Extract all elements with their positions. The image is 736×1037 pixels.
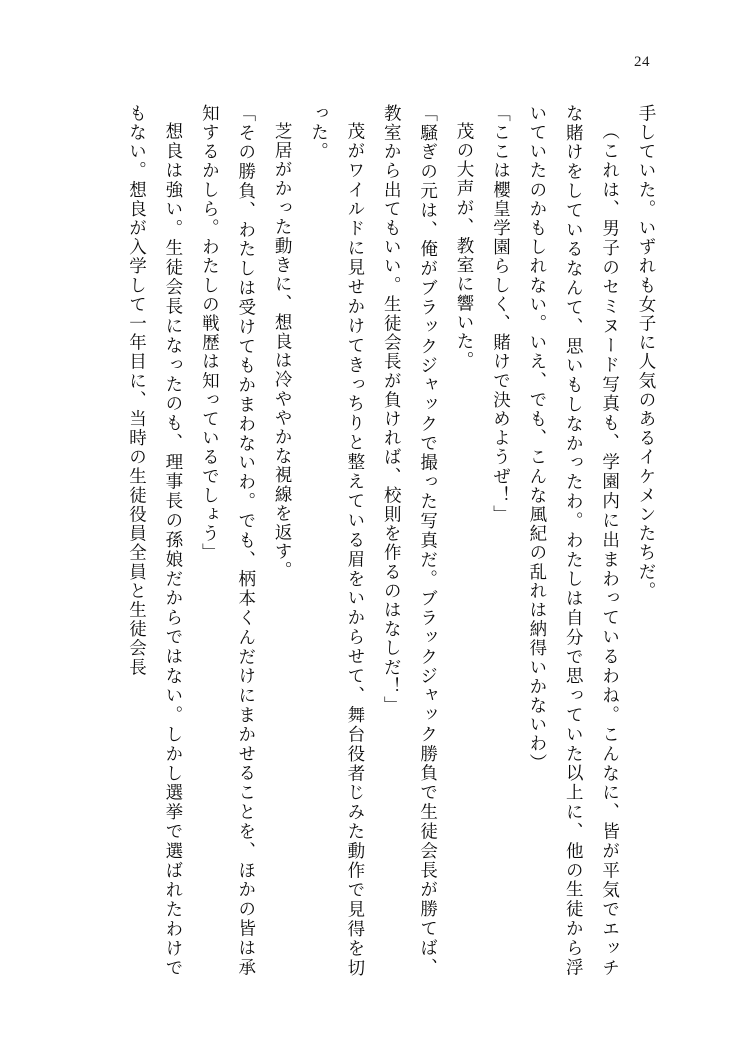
paragraph: 手していた。いずれも女子に人気のあるイケメンたちだ。	[636, 104, 656, 601]
page-number: 24	[634, 54, 650, 70]
paragraph: 茂がワイルドに見せかけてきっちりと整えている眉をいからせて、舞台役者じみた動作で見得を切った。	[308, 104, 365, 977]
paragraph: 「その勝負、わたしは受けてもかまわないわ。でも、柄本くんだけにまかせることを、ほかの皆は承知するかしら。わたしの戦歴は知っているでしょう」	[199, 104, 256, 977]
paragraph: 「騒ぎの元は、俺がブラックジャックで撮った写真だ。ブラックジャック勝負で生徒会長が勝てば、教室から出てもいい。生徒会長が負ければ、校則を作るのはなしだ！」	[381, 104, 438, 977]
paragraph: （これは、男子のセミヌード写真も、学園内に出まわっているわね。こんなに、皆が平気でエッチな賭けをしているなんて、思いもしなかったわ。わたしは自分で思っていた以上に、他の生徒から浮いていたのかもしれない。いえ、でも、こんな風紀の乱れは納得いかないわ）	[526, 104, 620, 977]
paragraph: 「ここは櫻皇学園らしく、賭けで決めようぜ！」	[490, 104, 511, 525]
paragraph: 想良は強い。生徒会長になったのも、理事長の孫娘だからではない。しかし選挙で選ばれたわけでもない。想良が入学して一年目に、当時の生徒役員全員と生徒会長	[126, 104, 183, 977]
paragraph: 芝居がかった動きに、想良は冷ややかな視線を返す。	[272, 121, 293, 580]
page-body-text	[72, 104, 664, 977]
paragraph: 茂の大声が、教室に響いた。	[454, 121, 475, 370]
